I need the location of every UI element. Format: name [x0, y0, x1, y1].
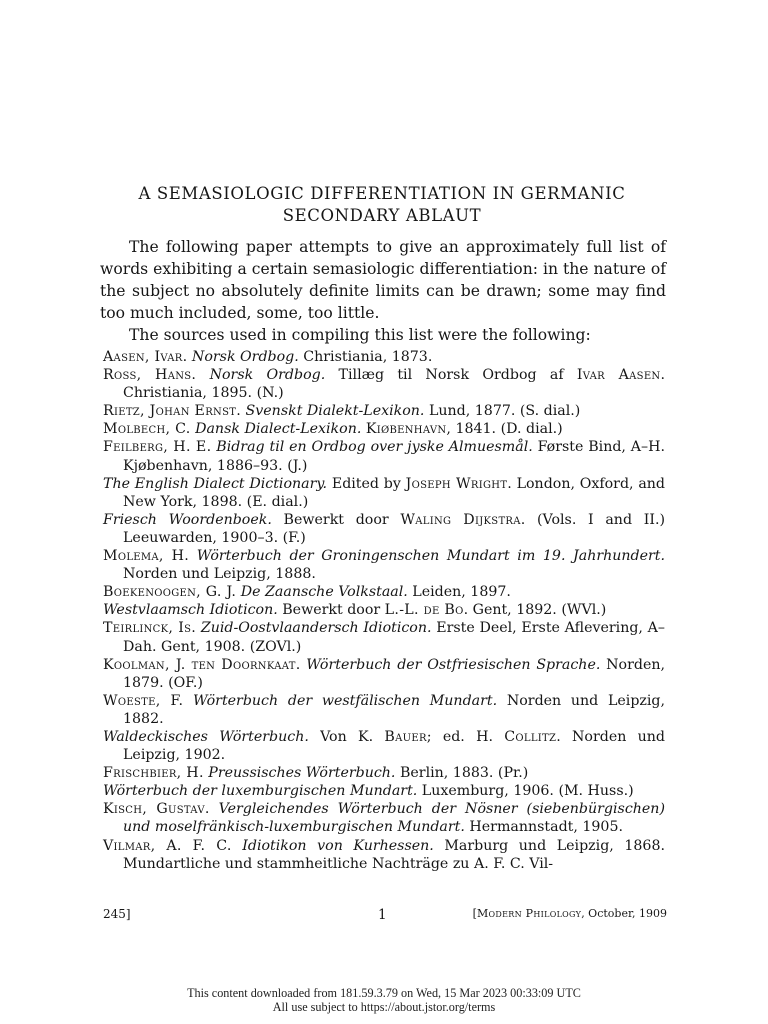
source-author: Vilmar, A. F. C. — [103, 837, 232, 854]
source-author: Aasen, Ivar. — [103, 349, 188, 365]
source-details: Norden und Leipzig, 1882. — [123, 692, 666, 727]
source-details: Von K. — [308, 728, 385, 745]
source-entry — [103, 511, 665, 547]
source-title: Bidrag til en Ordbog over jyske Almuesmål. — [216, 439, 533, 456]
source-title: Wörterbuch der Ostfriesischen Sprache. — [306, 656, 601, 673]
source-entry — [103, 782, 665, 800]
source-title: Wörterbuch der Groningenschen Mundart im 19. Jahrhundert. — [196, 548, 666, 565]
source-author: Kisch, Gustav. — [103, 801, 210, 818]
source-details: Norden, 1879. (OF.) — [123, 656, 666, 691]
source-details: . Christiania, 1895. (N.) — [123, 367, 666, 402]
journal-date: , October, 1909 — [581, 907, 667, 920]
source-details: Erste Deel, Erste Aflevering, A–Dah. Gent, 1908. (ZOVl.) — [123, 620, 666, 655]
source-name: Kiøbenhavn — [365, 421, 447, 438]
source-name: Waling Dijkstra — [400, 511, 521, 528]
source-author: Teirlinck, Is. — [103, 620, 197, 637]
source-title: Idiotikon von Kurhessen. — [242, 837, 434, 854]
source-details: ; ed. H. — [426, 728, 505, 745]
source-name: L.-L. de Bo — [384, 602, 464, 619]
source-entry — [103, 656, 665, 692]
source-entry — [103, 837, 665, 873]
source-entry — [103, 438, 665, 474]
source-details: Tillæg til Norsk Ordbog af — [325, 367, 577, 384]
source-title: Dansk Dialect-Lexikon. — [195, 421, 362, 438]
source-title: Zuid-Oostvlaandersch Idioticon. — [200, 620, 432, 637]
source-author: Boekenoogen, G. J. — [103, 584, 237, 601]
journal-bracket: [ — [472, 907, 477, 920]
source-entry — [103, 547, 665, 583]
source-details: Berlin, 1883. (Pr.) — [395, 765, 529, 782]
source-details: Christiania, 1873. — [298, 349, 433, 365]
source-details: . (Vols. I and II.) Leeuwarden, 1900–3. (F.) — [123, 511, 665, 546]
source-author: Frischbier, H. — [103, 765, 204, 782]
source-entry — [103, 583, 665, 601]
source-details: Hermannstadt, 1905. — [464, 819, 623, 836]
source-title: Waldeckisches Wörterbuch. — [103, 728, 309, 745]
title-line-2: SECONDARY ABLAUT — [282, 206, 482, 225]
journal-citation — [473, 907, 667, 920]
source-title: Wörterbuch der luxemburgischen Mundart. — [103, 783, 418, 800]
source-details: Luxemburg, 1906. (M. Huss.) — [417, 783, 634, 800]
source-entry — [103, 420, 665, 438]
page-number: 1 — [378, 907, 387, 923]
source-entry — [103, 692, 665, 728]
source-name: Collitz — [504, 728, 557, 745]
source-title: De Zaansche Volkstaal. — [240, 584, 408, 601]
source-author: Molbech, C. — [103, 421, 191, 438]
source-list — [103, 348, 665, 873]
source-details: Leiden, 1897. — [407, 584, 511, 601]
source-name: Joseph Wright — [405, 475, 508, 492]
source-title: The English Dialect Dictionary. — [103, 475, 328, 492]
jstor-terms-line: All use subject to https://about.jstor.org/terms — [272, 1000, 496, 1014]
page-footer — [103, 907, 665, 923]
source-entry — [103, 366, 665, 402]
source-entry — [103, 619, 665, 655]
source-details: Lund, 1877. (S. dial.) — [424, 403, 581, 420]
source-entry — [103, 601, 665, 619]
journal-name: Modern Philology — [476, 907, 582, 920]
source-name: Ivar Aasen — [576, 367, 661, 384]
source-details: . London, Oxford, and New York, 1898. (E. dial.) — [123, 475, 666, 510]
source-details: Norden und Leipzig, 1888. — [123, 566, 316, 583]
source-title: Norsk Ordbog. — [209, 367, 326, 384]
source-details: Edited by — [327, 475, 406, 492]
source-details: Marburg und Leipzig, 1868. Mundartliche und stammheitliche Nachträge zu A. F. C. Vil- — [123, 837, 665, 872]
source-details: . Norden und Leipzig, 1902. — [123, 728, 665, 764]
source-title: Westvlaamsch Idioticon. — [103, 602, 278, 619]
source-entry — [103, 475, 665, 511]
jstor-download-line: This content downloaded from 181.59.3.79 on Wed, 15 Mar 2023 00:33:09 UTC — [187, 986, 581, 1000]
title-line-1: A SEMASIOLOGIC DIFFERENTIATION IN GERMANIC — [138, 184, 626, 203]
source-title: Wörterbuch der westfälischen Mundart. — [193, 692, 498, 709]
source-details: , 1841. (D. dial.) — [446, 421, 563, 438]
jstor-notice — [0, 986, 768, 1014]
source-entry — [103, 728, 665, 764]
intro-paragraph-1: The following paper attempts to give an approximately full list of words exhibiting a certain semasiologic differentiation: in the nature of the subject no absolutely definite limits can be drawn; some may find too much included, some, too little. — [100, 238, 666, 322]
source-title: Friesch Woordenboek. — [103, 511, 272, 528]
source-author: Feilberg, H. E. — [103, 439, 212, 456]
page-reference: 245] — [103, 907, 131, 921]
source-entry — [103, 800, 665, 836]
source-title: Norsk Ordbog. — [191, 349, 299, 365]
source-author: Molema, H. — [103, 548, 190, 565]
source-details: . Gent, 1892. (WVl.) — [463, 602, 607, 619]
source-author: Woeste, F. — [103, 692, 184, 709]
source-title: Vergleichendes Wörterbuch der Nösner (siebenbürgischen) und moselfränkisch-luxemburgischen Mundart. — [123, 801, 665, 836]
source-title: Svenskt Dialekt-Lexikon. — [245, 403, 425, 420]
source-name: Bauer — [384, 728, 427, 745]
article-title — [96, 183, 668, 227]
source-entry — [103, 348, 665, 366]
source-title: Preussisches Wörterbuch. — [208, 765, 396, 782]
intro-text — [100, 236, 666, 346]
source-author: Koolman, J. ten Doornkaat. — [103, 656, 301, 673]
source-entry — [103, 764, 665, 782]
source-details: Bewerkt door — [271, 511, 401, 528]
source-details: Bewerkt door — [277, 602, 385, 619]
source-author: Ross, Hans. — [103, 367, 197, 384]
source-details: Første Bind, A–H. Kjøbenhavn, 1886–93. (J.) — [123, 439, 666, 474]
intro-paragraph-2: The sources used in compiling this list were the following: — [129, 326, 591, 344]
source-entry — [103, 402, 665, 420]
source-author: Rietz, Johan Ernst. — [103, 403, 242, 420]
